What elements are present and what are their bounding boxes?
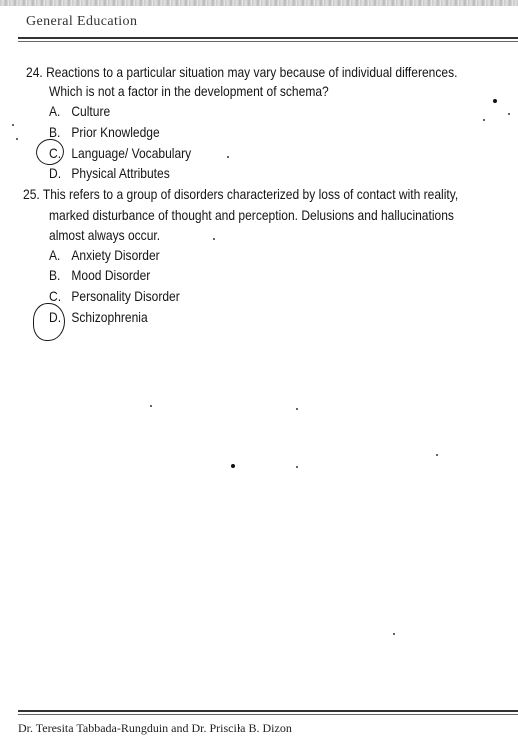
scan-speck [231, 464, 235, 468]
question-24-option-c [49, 144, 191, 163]
question-25-line-3: almost always occur. [49, 227, 161, 243]
option-letter: A. [49, 247, 61, 263]
question-24-option-a [49, 102, 110, 121]
header-rule-thin [18, 41, 518, 42]
scan-speck [227, 156, 229, 158]
question-24-option-d [49, 164, 170, 183]
question-25-line-1 [23, 185, 458, 204]
question-number: 25. [23, 186, 40, 202]
option-text: Prior Knowledge [71, 124, 160, 140]
answer-circle-25 [33, 303, 65, 341]
question-24-line-1 [26, 63, 457, 82]
option-text: Language/ Vocabulary [71, 145, 192, 161]
scan-speck [213, 238, 215, 240]
scan-speck [296, 408, 298, 410]
option-letter: C. [49, 145, 62, 161]
option-text: Physical Attributes [71, 165, 170, 181]
option-text: Schizophrenia [71, 309, 148, 325]
question-text: Reactions to a particular situation may vary because of individual differences. [46, 64, 458, 80]
footer-rule-thin [18, 714, 518, 715]
option-letter: B. [49, 267, 61, 283]
scan-speck [393, 633, 395, 635]
option-text: Personality Disorder [71, 288, 180, 304]
question-number: 24. [26, 64, 43, 80]
question-24-line-2: Which is not a factor in the development of schema? [49, 83, 329, 99]
option-text: Anxiety Disorder [71, 247, 160, 263]
scan-speck [16, 138, 18, 140]
scan-speck [436, 454, 438, 456]
scan-speck [508, 113, 510, 115]
header-rule [18, 37, 518, 39]
option-letter: D. [49, 309, 62, 325]
scan-speck [493, 99, 497, 103]
question-24-option-b [49, 123, 160, 142]
footer-authors: Dr. Teresita Tabbada-Rungduin and Dr. Priscila B. Dizon [18, 721, 292, 735]
footer-rule [18, 710, 518, 712]
scan-edge-strip [0, 0, 518, 6]
page-header-title: General Education [26, 14, 138, 29]
option-text: Culture [71, 103, 111, 119]
scan-speck [483, 119, 485, 121]
option-letter: D. [49, 165, 62, 181]
question-25-line-2: marked disturbance of thought and perception. Delusions and hallucinations [49, 207, 454, 223]
question-25-option-b [49, 266, 150, 285]
question-text: This refers to a group of disorders characterized by loss of contact with reality, [42, 186, 459, 202]
question-25-option-c [49, 287, 180, 306]
question-25-option-a [49, 246, 160, 265]
option-letter: A. [49, 103, 61, 119]
scan-speck [12, 124, 14, 126]
scan-speck [150, 405, 152, 407]
scan-speck [296, 466, 298, 468]
option-letter: B. [49, 124, 61, 140]
option-text: Mood Disorder [71, 267, 151, 283]
option-letter: C. [49, 288, 62, 304]
